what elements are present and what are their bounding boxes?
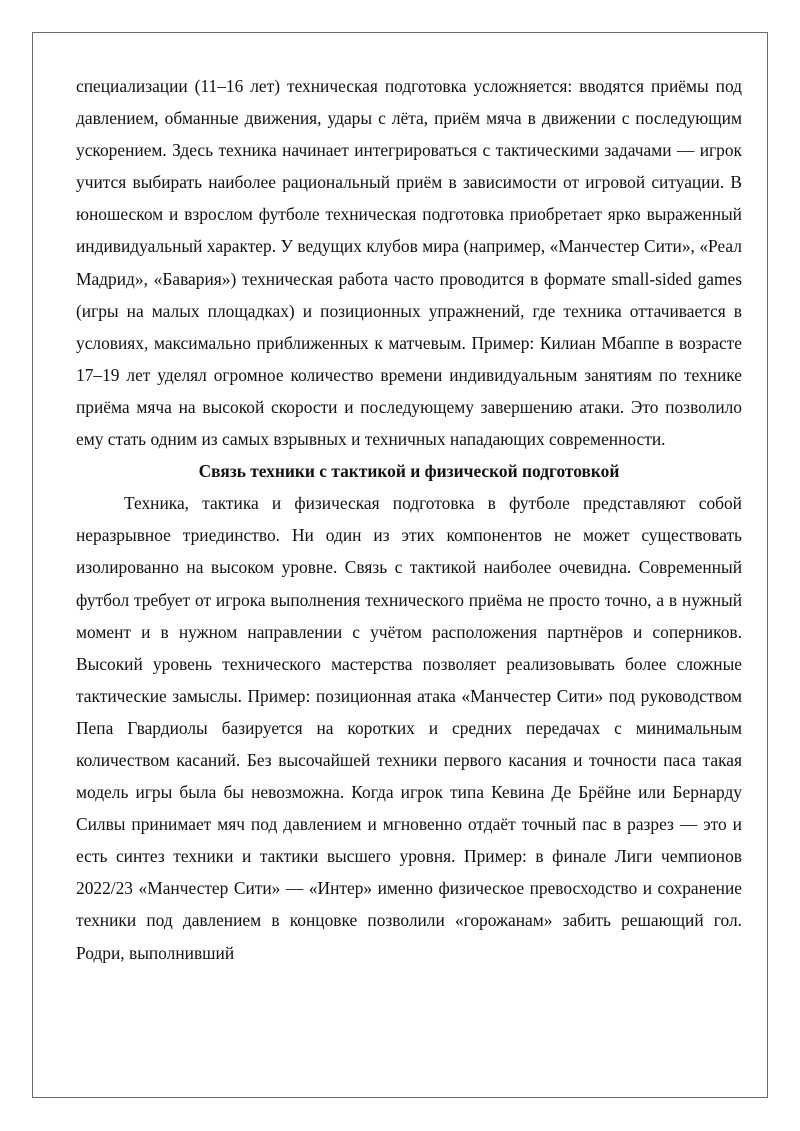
section-heading: Связь техники с тактикой и физической подготовкой [198, 461, 620, 482]
document-body [76, 70, 742, 969]
paragraph-technique-tactics: Техника, тактика и физическая подготовка в футболе представляют собой неразрывное триединство. Ни один из этих компонентов не может существовать изолированно на высоком уровне. Связь с тактикой наиболее очевидна. Современный футбол требует от игрока выполнения технического приёма не просто точно, а в нужный момент и в нужном направлении с учётом расположения партнёров и соперников. Высокий уровень технического мастерства позволяет реализовывать более сложные тактические замыслы. Пример: позиционная атака «Манчестер Сити» под руководством Пепа Гвардиолы базируется на коротких и средних передачах с минимальным количеством касаний. Без высочайшей техники первого касания и точности паса такая модель игры была бы невозможна. Когда игрок типа Кевина Де Брёйне или Бернарду Силвы принимает мяч под давлением и мгновенно отдаёт точный пас в разрез — это и есть синтез техники и тактики высшего уровня. Пример: в финале Лиги чемпионов 2022/23 «Манчестер Сити» — «Интер» именно физическое превосходство и сохранение техники под давлением в концовке позволили «горожанам» забить решающий гол. Родри, выполнивший [76, 493, 742, 963]
paragraph-continuation: специализации (11–16 лет) техническая подготовка усложняется: вводятся приёмы под давлением, обманные движения, удары с лёта, приём мяча в движении с последующим ускорением. Здесь техника начинает интегрироваться с тактическими задачами — игрок учится выбирать наиболее рациональный приём в зависимости от игровой ситуации. В юношеском и взрослом футболе техническая подготовка приобретает ярко выраженный индивидуальный характер. У ведущих клубов мира (например, «Манчестер Сити», «Реал Мадрид», «Бавария») техническая работа часто проводится в формате small-sided games (игры на малых площадках) и позиционных упражнений, где техника оттачивается в условиях, максимально приближенных к матчевым. Пример: Килиан Мбаппе в возрасте 17–19 лет уделял огромное количество времени индивидуальным занятиям по технике приёма мяча на высокой скорости и последующему завершению атаки. Это позволило ему стать одним из самых взрывных и техничных нападающих современности. [76, 76, 742, 450]
